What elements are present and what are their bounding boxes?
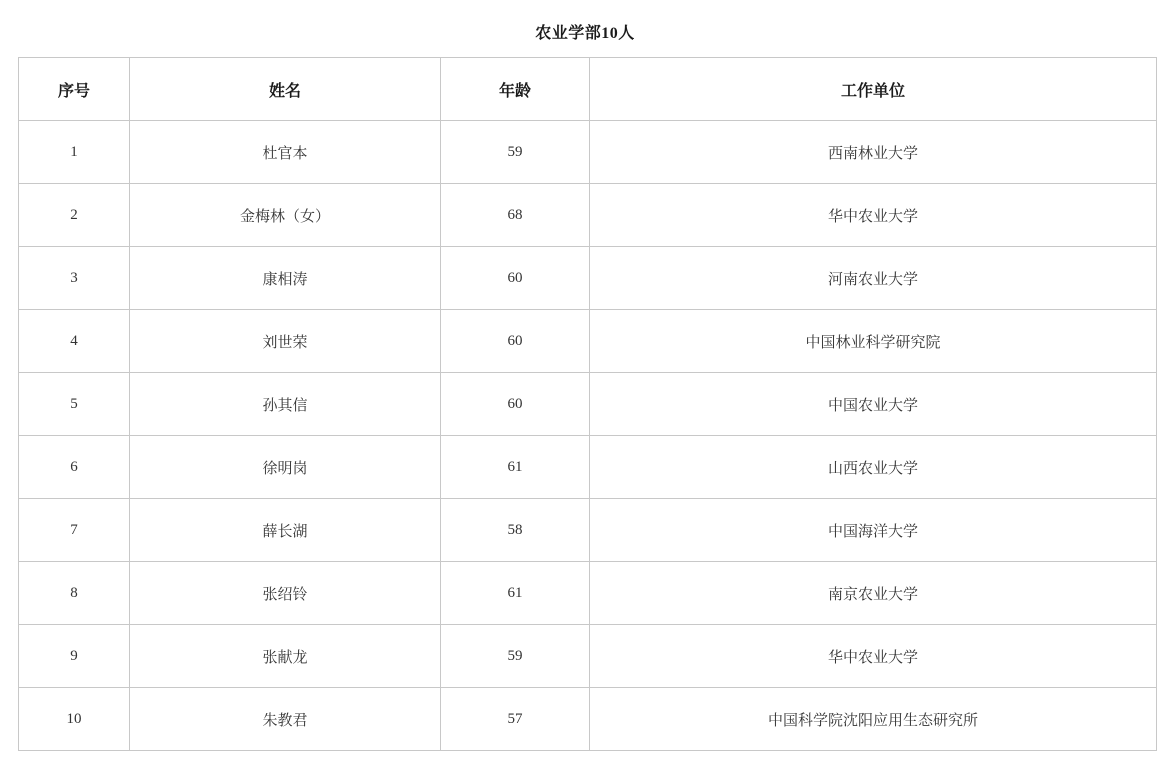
column-header-index: 序号 bbox=[19, 58, 130, 121]
cell-index: 8 bbox=[19, 562, 130, 625]
page-title: 农业学部10人 bbox=[535, 25, 635, 42]
column-header-organization: 工作单位 bbox=[590, 58, 1157, 121]
table-row bbox=[19, 562, 1157, 625]
cell-age: 58 bbox=[441, 499, 590, 562]
cell-name: 金梅林（女） bbox=[130, 184, 441, 247]
cell-name: 张献龙 bbox=[130, 625, 441, 688]
cell-age: 59 bbox=[441, 121, 590, 184]
cell-index: 1 bbox=[19, 121, 130, 184]
cell-organization: 华中农业大学 bbox=[590, 625, 1157, 688]
table-row bbox=[19, 499, 1157, 562]
cell-index: 6 bbox=[19, 436, 130, 499]
cell-index: 10 bbox=[19, 688, 130, 751]
cell-name: 康相涛 bbox=[130, 247, 441, 310]
cell-age: 57 bbox=[441, 688, 590, 751]
table-header-row bbox=[19, 58, 1157, 121]
table-body bbox=[19, 121, 1157, 751]
cell-index: 2 bbox=[19, 184, 130, 247]
table-header bbox=[19, 58, 1157, 121]
column-header-name: 姓名 bbox=[130, 58, 441, 121]
table-row bbox=[19, 247, 1157, 310]
table-row bbox=[19, 310, 1157, 373]
cell-organization: 西南林业大学 bbox=[590, 121, 1157, 184]
cell-name: 孙其信 bbox=[130, 373, 441, 436]
cell-age: 68 bbox=[441, 184, 590, 247]
cell-age: 60 bbox=[441, 310, 590, 373]
cell-index: 5 bbox=[19, 373, 130, 436]
cell-age: 61 bbox=[441, 562, 590, 625]
cell-organization: 中国林业科学研究院 bbox=[590, 310, 1157, 373]
table-row bbox=[19, 121, 1157, 184]
cell-age: 59 bbox=[441, 625, 590, 688]
cell-age: 60 bbox=[441, 373, 590, 436]
column-header-age: 年龄 bbox=[441, 58, 590, 121]
cell-organization: 南京农业大学 bbox=[590, 562, 1157, 625]
table-row bbox=[19, 436, 1157, 499]
cell-organization: 中国海洋大学 bbox=[590, 499, 1157, 562]
cell-organization: 中国农业大学 bbox=[590, 373, 1157, 436]
cell-organization: 河南农业大学 bbox=[590, 247, 1157, 310]
cell-name: 薛长湖 bbox=[130, 499, 441, 562]
cell-index: 3 bbox=[19, 247, 130, 310]
cell-index: 7 bbox=[19, 499, 130, 562]
cell-name: 张绍铃 bbox=[130, 562, 441, 625]
cell-organization: 中国科学院沈阳应用生态研究所 bbox=[590, 688, 1157, 751]
roster-table bbox=[18, 57, 1157, 751]
cell-name: 朱教君 bbox=[130, 688, 441, 751]
roster-table-container bbox=[18, 57, 1152, 751]
table-row bbox=[19, 184, 1157, 247]
cell-age: 61 bbox=[441, 436, 590, 499]
table-row bbox=[19, 688, 1157, 751]
cell-organization: 华中农业大学 bbox=[590, 184, 1157, 247]
cell-age: 60 bbox=[441, 247, 590, 310]
cell-organization: 山西农业大学 bbox=[590, 436, 1157, 499]
table-row bbox=[19, 373, 1157, 436]
cell-index: 4 bbox=[19, 310, 130, 373]
cell-name: 刘世荣 bbox=[130, 310, 441, 373]
cell-name: 徐明岗 bbox=[130, 436, 441, 499]
cell-index: 9 bbox=[19, 625, 130, 688]
cell-name: 杜官本 bbox=[130, 121, 441, 184]
table-row bbox=[19, 625, 1157, 688]
